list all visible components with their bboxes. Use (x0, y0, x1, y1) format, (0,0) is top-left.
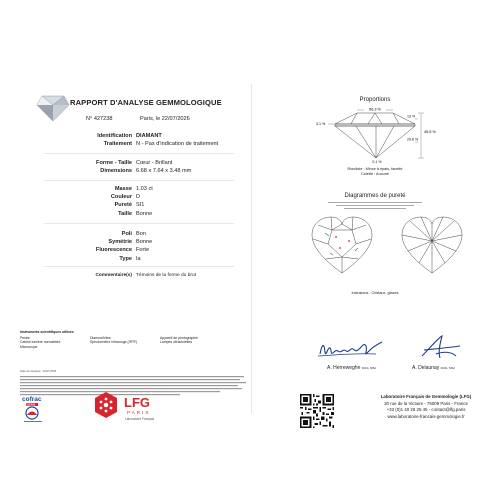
field-row (44, 210, 234, 218)
signatory-1-title: DUG, MSc (361, 366, 377, 370)
lfg-logo (92, 390, 202, 424)
right-panel (256, 80, 494, 420)
qr-code-icon[interactable] (300, 394, 334, 428)
field-row (44, 140, 234, 148)
fine-print-lines (256, 201, 494, 211)
clarity-diagrams (256, 211, 494, 281)
report-number: N° 427238 (86, 116, 113, 122)
instruments-block (20, 330, 250, 349)
pavilion-depth-pct: 29.6 % (407, 137, 419, 142)
instrument-item: Cabine lumière normalisée (20, 340, 61, 345)
field-row (44, 246, 234, 254)
field-row (44, 238, 234, 246)
field-label: Forme - Taille (96, 160, 132, 166)
identification-block (44, 132, 234, 148)
field-row (44, 272, 234, 280)
lfg-tagline: Laboratoire Français (125, 417, 155, 421)
field-label: Masse (114, 186, 132, 192)
cofrac-text: cofrac (22, 396, 42, 403)
field-value: D (136, 194, 141, 201)
field-value: Ia (136, 255, 141, 262)
lab-address: 30 rue de la Victoire - 75009 Paris - France (384, 400, 468, 406)
clarity-title: Diagrammes de pureté (344, 193, 406, 199)
field-label: Type (119, 255, 132, 262)
field-row (44, 159, 234, 167)
instrument-item: Lampes ultraviolettes (160, 340, 193, 345)
instruments-heading: Instruments scientifiques utilisés (20, 330, 74, 334)
field-row (44, 132, 234, 140)
grading-block (44, 185, 234, 218)
field-value: SI1 (136, 202, 145, 209)
field-value: Bonne (136, 239, 153, 246)
lab-name: Laboratoire Français de Gemmologie (LFG) (380, 394, 472, 399)
field-label: Couleur (110, 194, 132, 201)
total-depth-pct: 45.5 % (424, 130, 436, 134)
crown-angle-pct: 3.1 % (316, 122, 326, 126)
instrument-item: Appareil de photographie (160, 335, 198, 340)
field-label: Traitement (103, 141, 132, 148)
cofrac-sub: ESSAIS (25, 402, 36, 407)
field-value: 1.03 ct (136, 186, 153, 192)
field-row (44, 201, 234, 209)
divider (44, 266, 234, 267)
signatory-2-title: DUG, MSc (440, 366, 455, 370)
signature-2 (416, 334, 466, 362)
comment-label: Commentaire(s) (95, 273, 132, 278)
diamond-icon (36, 92, 70, 122)
field-value: DIAMANT (136, 133, 162, 139)
signatory-2-name: A. Delaunay (412, 365, 440, 371)
field-label: Symétrie (108, 239, 132, 246)
field-row (44, 230, 234, 238)
page-divider (251, 84, 252, 414)
culet-pct: 0.1 % (372, 160, 382, 164)
lfg-sub: PARIS (127, 410, 151, 415)
cofrac-logo (20, 394, 60, 424)
field-row (44, 193, 234, 201)
field-value: Forte (136, 247, 150, 254)
crown-height-pct: 13 % (407, 114, 416, 119)
signature-1 (316, 338, 386, 362)
lab-website[interactable]: www.laboratoire-francais-gemmologie.fr (387, 413, 465, 419)
field-label: Dimensions (100, 168, 132, 175)
instrument-item: Spectromètre infrarouge (IRTF) (90, 340, 138, 345)
culet-note: Colette : Aucune (361, 172, 389, 176)
proportions-title: Proportions (359, 97, 391, 103)
field-value: 6.68 x 7.64 x 3.48 mm (136, 168, 192, 175)
field-label: Poli (121, 231, 132, 237)
field-label: Taille (118, 210, 132, 217)
field-row (44, 185, 234, 193)
field-value: N - Pas d'indication de traitement (136, 141, 219, 148)
pavilion-view-heart (402, 217, 462, 273)
lfg-text: LFG (124, 395, 150, 410)
signatory-1-name: A. Herreweghe (327, 365, 361, 371)
instrument-item: Pesée (20, 335, 30, 340)
analysis-date: Date de l'analyse : 20/07/2026 (20, 370, 57, 373)
report-place-date: Paris, le 22/07/2026 (140, 116, 190, 122)
girdle-note: Rondiste : Mince à épais, facetté (347, 167, 403, 171)
comment-value: Témoins de la forme du brut (136, 273, 196, 278)
instrument-item: Microscope (20, 344, 38, 349)
field-row (44, 167, 234, 175)
divider (44, 180, 234, 181)
field-label: Pureté (114, 202, 132, 209)
signatory-2 (412, 365, 455, 371)
report-title: RAPPORT D'ANALYSE GEMMOLOGIQUE (70, 98, 222, 107)
left-panel (6, 80, 250, 420)
divider (44, 223, 234, 224)
field-label: Fluorescence (95, 247, 132, 254)
crown-view-heart (312, 217, 372, 273)
finish-block (44, 230, 234, 263)
instruments-grid (20, 336, 250, 350)
lab-address-block (364, 394, 488, 420)
shape-block (44, 159, 234, 175)
field-value: Bonne (136, 210, 153, 217)
instrument-item: DiamondView (90, 335, 111, 340)
field-value: Bon (136, 231, 146, 237)
field-row (44, 255, 234, 263)
lab-contact[interactable]: +33 (0)1 40 26 25 45 - contact@lfg.paris (386, 407, 466, 413)
signatory-1 (327, 365, 376, 371)
divider (44, 153, 234, 154)
field-value: Cœur - Brillant (136, 160, 173, 166)
comment-block (44, 272, 234, 280)
accreditation-logos (20, 395, 250, 424)
field-label: Identification (97, 133, 132, 139)
inclusions-note: Inclusions : Cristaux, glaces (351, 291, 399, 295)
table-pct: 56.3 % (369, 108, 381, 112)
